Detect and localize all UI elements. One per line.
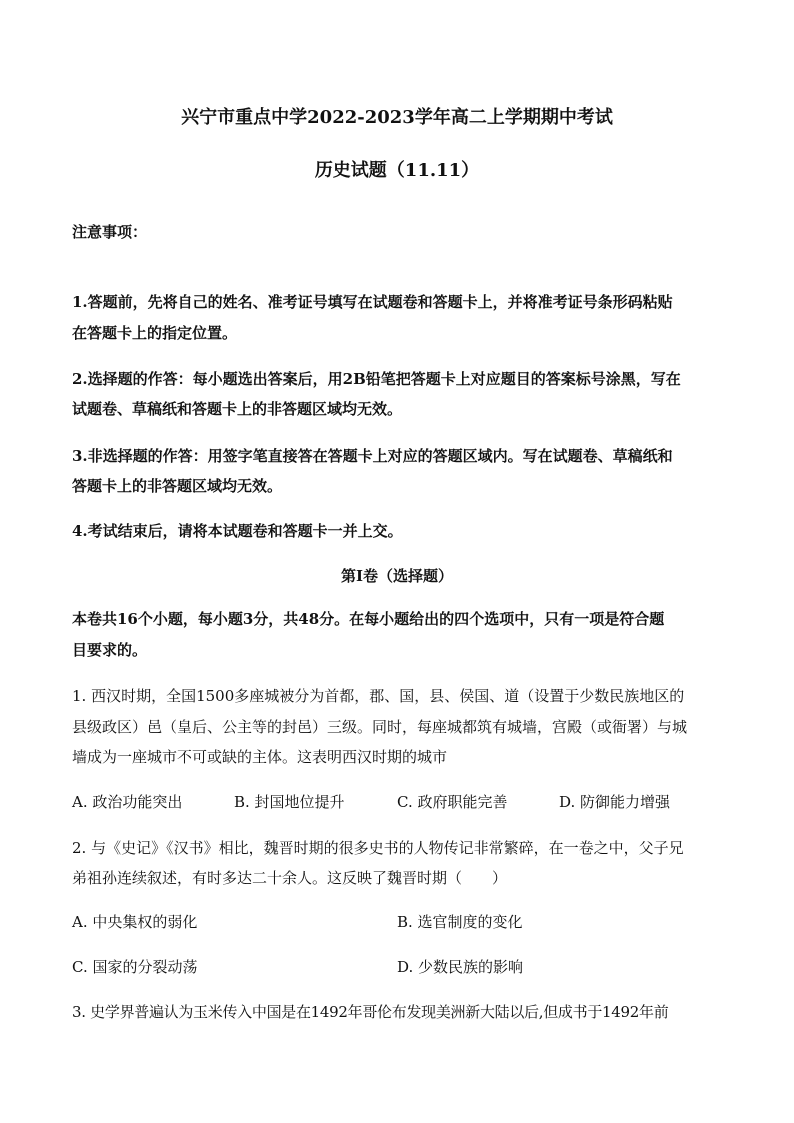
question-2-line-2: 弟祖孙连续叙述，有时多达二十余人。这反映了魏晋时期（ ） [72,869,508,887]
exam-title: 兴宁市重点中学2022-2023学年高二上学期期中考试 [181,107,613,128]
question-2-option-c: C. 国家的分裂动荡 [72,958,198,976]
exam-subtitle: 历史试题（11.11） [314,160,480,181]
question-1-option-c: C. 政府职能完善 [397,793,508,811]
notice-item-2-line-2: 试题卷、草稿纸和答题卡上的非答题区域均无效。 [72,400,403,418]
question-1-line-3: 墙成为一座城市不可或缺的主体。这表明西汉时期的城市 [72,748,448,766]
question-1-line-1: 1. 西汉时期，全国1500多座城被分为首都，郡、国，县、侯国、道（设置于少数民族地区的 [72,687,685,705]
question-1-option-a: A. 政治功能突出 [72,793,183,811]
question-2-option-a: A. 中央集权的弱化 [72,913,198,931]
section-title: 第Ⅰ卷（选择题） [340,567,454,585]
notice-item-4-line-1: 4.考试结束后，请将本试题卷和答题卡一并上交。 [72,522,403,540]
question-1-option-b: B. 封国地位提升 [234,793,345,811]
notice-item-1-line-1: 1.答题前，先将自己的姓名、准考证号填写在试题卷和答题卡上，并将准考证号条形码粘贴 [72,293,673,311]
notice-heading: 注意事项： [72,223,148,241]
question-2-line-1: 2. 与《史记》《汉书》相比，魏晋时期的很多史书的人物传记非常繁碎，在一卷之中，父子兄 [72,839,684,857]
question-2-option-b: B. 选官制度的变化 [397,913,523,931]
section-intro-line-2: 目要求的。 [72,641,148,659]
section-intro-line-1: 本卷共16个小题，每小题3分，共48分。在每小题给出的四个选项中，只有一项是符合题 [72,610,665,628]
notice-item-2-line-1: 2.选择题的作答：每小题选出答案后，用2B铅笔把答题卡上对应题目的答案标号涂黑，写在 [72,370,681,388]
notice-item-3-line-1: 3.非选择题的作答：用签字笔直接答在答题卡上对应的答题区域内。写在试题卷、草稿纸和 [72,447,673,465]
question-1-option-d: D. 防御能力增强 [559,793,671,811]
question-2-option-d: D. 少数民族的影响 [397,958,524,976]
question-3-line-1: 3. 史学界普遍认为玉米传入中国是在1492年哥伦布发现美洲新大陆以后,但成书于1492年前 [72,1003,669,1021]
question-1-line-2: 县级政区）邑（皇后、公主等的封邑）三级。同时，每座城都筑有城墙，宫殿（或衙署）与城 [72,718,688,736]
notice-item-3-line-2: 答题卡上的非答题区域均无效。 [72,477,283,495]
notice-item-1-line-2: 在答题卡上的指定位置。 [72,324,238,342]
